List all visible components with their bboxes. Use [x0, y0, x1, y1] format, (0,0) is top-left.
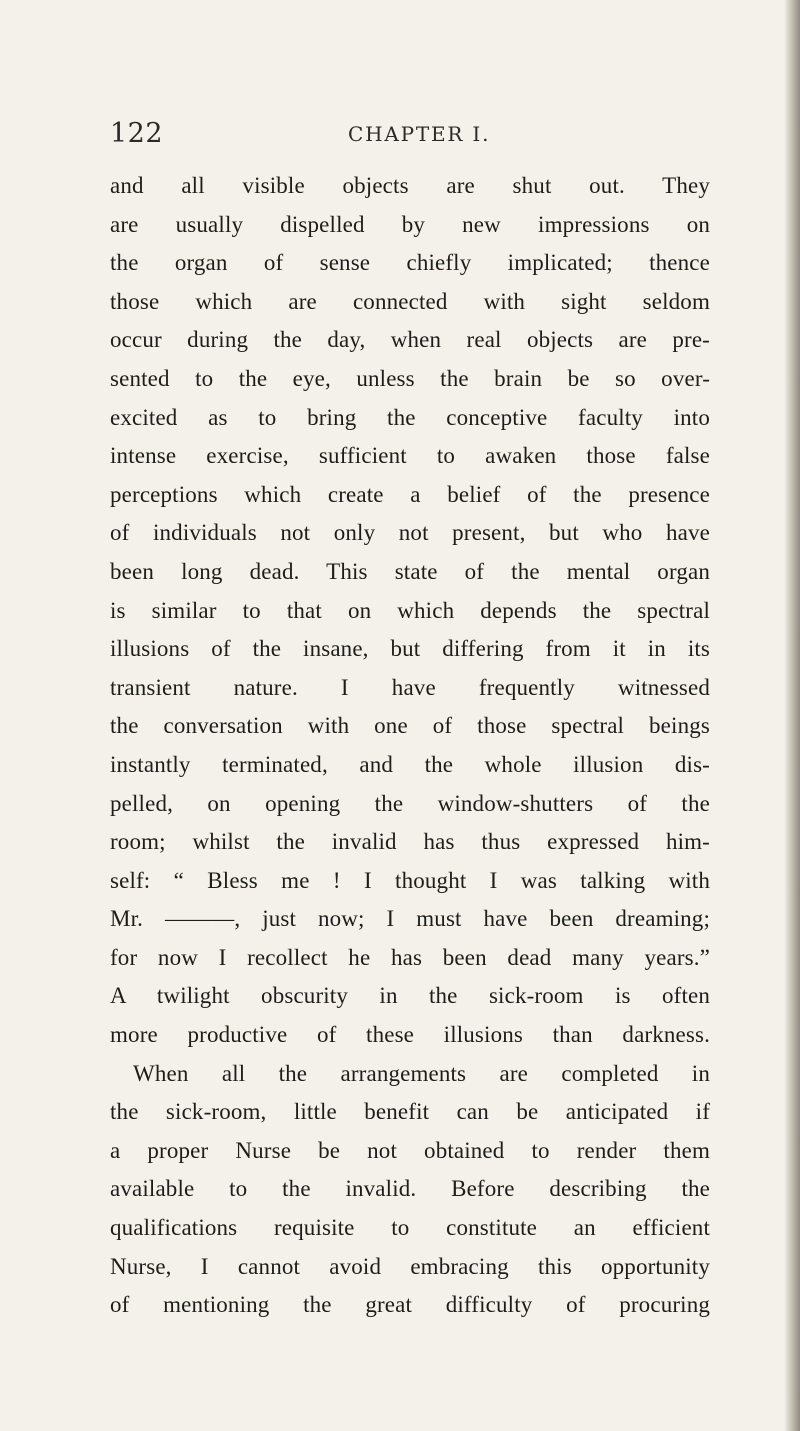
- text-line: intense exercise, sufficient to awaken those false: [110, 443, 710, 469]
- text-line: When all the arrangements are completed in: [133, 1060, 710, 1086]
- text-line: self: “ Bless me ! I thought I was talking with: [110, 867, 710, 893]
- body-text: [110, 167, 710, 1325]
- text-line: occur during the day, when real objects are pre-: [110, 327, 710, 353]
- text-line: of mentioning the great difficulty of procuring: [110, 1292, 710, 1318]
- text-line: Nurse, I cannot avoid embracing this opportunity: [110, 1253, 710, 1279]
- text-line: A twilight obscurity in the sick-room is often: [110, 983, 710, 1009]
- page-edge-shadow: [784, 0, 800, 1431]
- text-line: excited as to bring the conceptive faculty into: [110, 404, 710, 430]
- text-line: is similar to that on which depends the spectral: [110, 597, 710, 623]
- text-line: pelled, on opening the window-shutters of the: [110, 790, 710, 816]
- text-line: perceptions which create a belief of the presence: [110, 481, 710, 507]
- text-line: transient nature. I have frequently witnessed: [110, 674, 710, 700]
- chapter-title: CHAPTER I.: [348, 122, 491, 146]
- text-line: those which are connected with sight seldom: [110, 288, 710, 314]
- text-line: a proper Nurse be not obtained to render them: [110, 1137, 710, 1163]
- text-line: the organ of sense chiefly implicated; thence: [110, 250, 710, 276]
- text-line: room; whilst the invalid has thus expressed him-: [110, 829, 710, 855]
- text-line: the sick-room, little benefit can be anticipated if: [110, 1099, 710, 1125]
- running-header: [110, 118, 710, 158]
- text-line: the conversation with one of those spectral beings: [110, 713, 710, 739]
- text-line: Mr. ———, just now; I must have been dreaming;: [110, 906, 710, 932]
- page-number: 122: [110, 118, 164, 149]
- text-line: more productive of these illusions than darkness.: [110, 1022, 710, 1048]
- text-line: available to the invalid. Before describing the: [110, 1176, 710, 1202]
- text-line: instantly terminated, and the whole illusion dis-: [110, 751, 710, 777]
- text-line: and all visible objects are shut out. They: [110, 173, 710, 198]
- text-line: sented to the eye, unless the brain be so over-: [110, 365, 710, 391]
- text-line: for now I recollect he has been dead many years.”: [110, 944, 710, 970]
- text-line: are usually dispelled by new impressions on: [110, 211, 710, 237]
- text-line: of individuals not only not present, but who have: [110, 520, 710, 546]
- text-line: qualifications requisite to constitute an efficient: [110, 1215, 710, 1241]
- text-line: illusions of the insane, but differing from it in its: [110, 636, 710, 662]
- text-line: been long dead. This state of the mental organ: [110, 558, 710, 584]
